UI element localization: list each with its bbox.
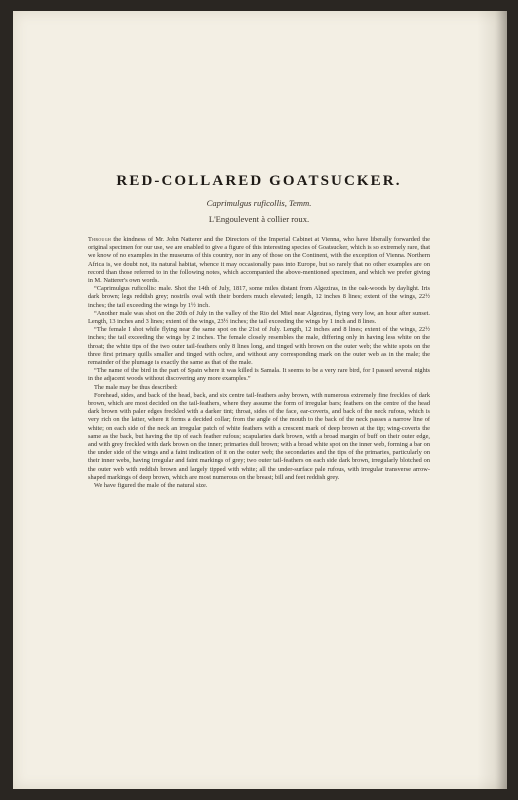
paragraph: The male may be thus described:: [94, 383, 178, 391]
paragraph: We have figured the male of the natural size.: [94, 482, 208, 490]
paragraph: [88, 236, 430, 285]
french-name: L'Engoulevent à collier roux.: [208, 214, 310, 224]
paragraph: “The female I shot while flying near the same spot on the 21st of July. Length, 12 inches and 8 lines; extent of the wings, 22½ inches; the tail exceeding the wings by 2 inches. The female closely resembles the male, differing only in having less white on the throat; the white tips of the two outer tail-feathers only 8 lines long, and tinged with brown on the outer web; the white spots on the three first primary quills smaller and tinged with ochre, and without any corresponding mark on the outer web as in the male; the remainder of the plumage is exactly the same as that of the male.: [88, 326, 430, 367]
paragraph: “Another male was shot on the 20th of July in the valley of the Rio del Miel near Algeziras, flying very low, an hour after sunset. Length, 13 inches and 3 lines; extent of the wings, 23½ inches; the tail exceeding the wings by 1 inch and 8 lines.: [88, 309, 430, 326]
latin-name: [0, 198, 518, 208]
paragraph-lead: Through: [88, 236, 112, 243]
latin-authority: Temm.: [289, 198, 312, 208]
species-title: RED-COLLARED GOATSUCKER.: [116, 173, 402, 189]
paragraph: “Caprimulgus ruficollis: male. Shot the 14th of July, 1817, some miles distant from Algeziras, in the oak-woods by daylight. Iris dark brown; legs reddish grey; nostrils oval with their borders much elevated; length, 12 inches 8 lines; extent of the wings, 22½ inches; the tail exceeding the wings by 1½ inch.: [88, 285, 430, 309]
paragraph-text: the kindness of Mr. John Natterer and the Directors of the Imperial Cabinet at Vienna, who have liberally forwarded the original specimen for our use, we are enabled to give a figure of this interesting species of Goatsucker, which is so extremely rare, that we know of no examples in the museums of this country, nor in any of those on the Continent, with the exception of Vienna. Northern Africa is, we doubt not, its natural habitat, whence it may occasionally pass into Europe, but so rarely that no other examples are on record than those referred to in the following notes, which accompanied the above-mentioned specimen, and which we prefer giving in M. Natterer's own words.: [88, 236, 430, 285]
page-gutter-shadow: [477, 11, 507, 789]
paragraph: “The name of the bird in the part of Spain where it was killed is Samala. It seems to be a very rare bird, for I passed several nights in the adjacent woods without discovering any more examples.”: [88, 367, 430, 383]
latin-name-text: Caprimulgus ruficollis,: [206, 198, 287, 208]
paragraph: Forehead, sides, and back of the head, back, and six centre tail-feathers ashy brown, with numerous extremely fine freckles of dark brown, which are most decided on the tail-feathers, where they assume the form of irregular bars; feathers on the centre of the head dark brown with paler edges freckled with a darker tint; throat, sides of the face, ear-coverts, and back of the neck rufous, which is very rich on the latter, where it forms a decided collar; from the angle of the mouth to the back of the neck passes a narrow line of white; on each side of the neck an irregular patch of white feathers with a crescent mark of deep brown at the tip; wing-coverts the same as the back, but having the tip of each feather rufous; scapularies dark brown, with a broad margin of buff on their outer edge, and with grey freckled with dark brown on the inner; primaries dull brown; with a broad white spot on the inner web, forming a bar on the under side of the wings and a faint indication of it on the outer web; the secondaries and the tips of the primaries, particularly on their inner webs, having irregular and faint markings of grey; two outer tail-feathers on each side dark brown, irregularly blotched on the outer web with reddish brown and largely tipped with white; all the under-surface pale rufous, with irregular transverse arrow-shaped markings of deep brown, which are most numerous on the breast; bill and feet reddish grey.: [88, 391, 430, 481]
article-body: [88, 236, 430, 490]
